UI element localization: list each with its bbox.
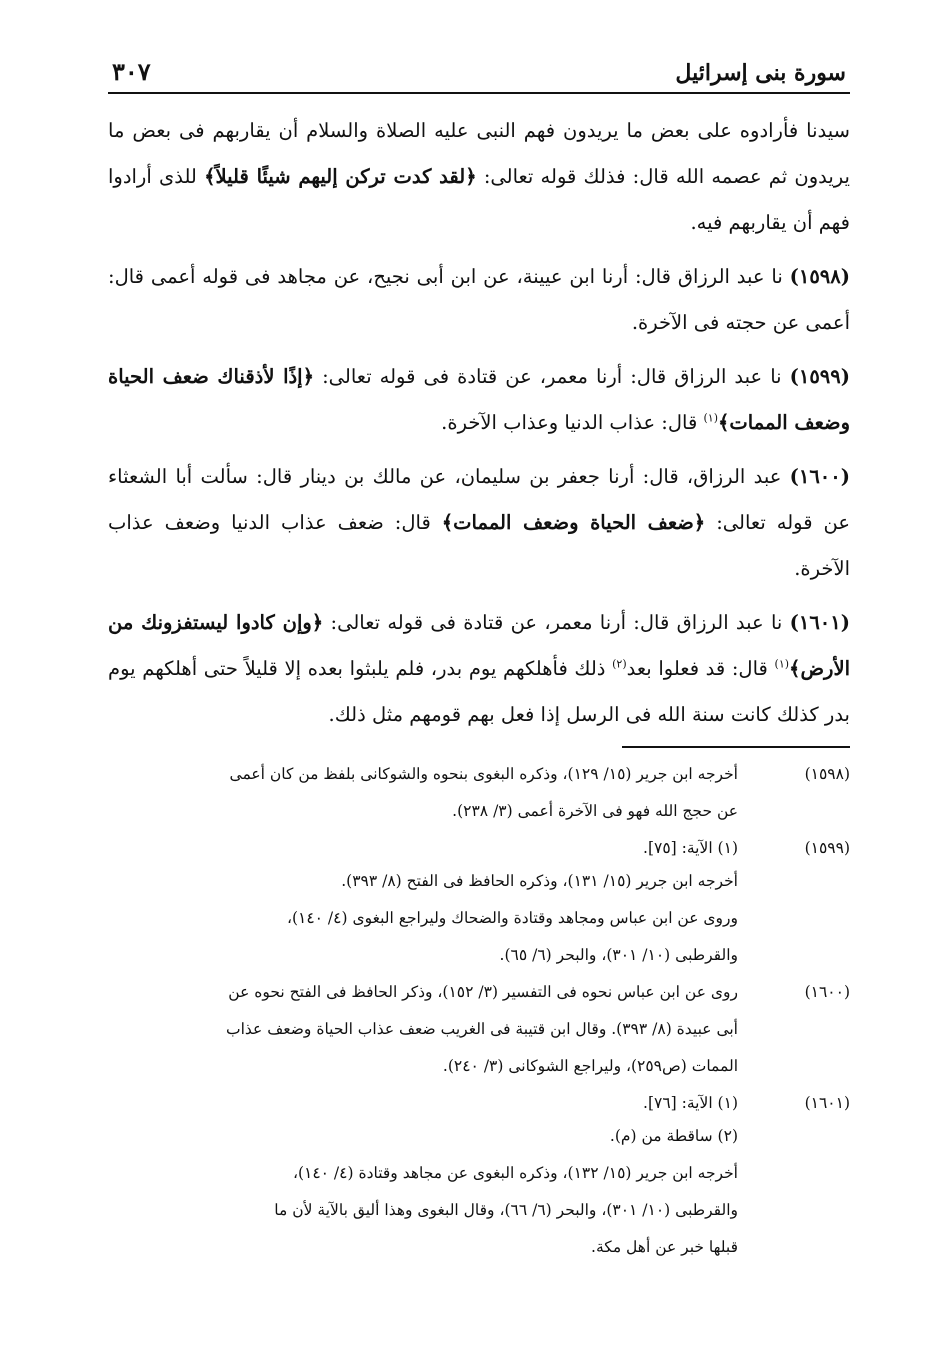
page-header <box>108 52 850 94</box>
quran-quote: ﴿وإن كادوا ليستفزونك من الأرض﴾ <box>108 611 850 680</box>
paragraph-text: نا عبد الرزاق قال: أرنا ابن عيينة، عن ابن أبى نجيح، عن مجاهد فى قوله أعمى قال: أعمى عن حجته فى الآخرة. <box>108 265 850 334</box>
footnote-line: وروى عن ابن عباس ومجاهد وقتادة والضحاك وليراجع البغوى (٤/ ١٤٠)، <box>286 909 738 927</box>
page-number: ٣٠٧ <box>112 57 151 86</box>
book-page <box>108 52 850 1268</box>
paragraph-tail: للذى أرادوا فهم أن يقاربهم فيه. <box>108 165 850 234</box>
paragraph-1600 <box>108 454 850 592</box>
footnote-line: والقرطبى (١٠/ ٣٠١)، والبحر (٦/ ٦٥). <box>499 946 738 964</box>
footnote-ref[interactable]: (٢) <box>612 657 627 671</box>
hadith-number: (١٥٩٨) <box>789 265 850 288</box>
footnote-line: أخرجه ابن جرير (١٥/ ١٢٩)، وذكره البغوى بنحوه والشوكانى بلفظ من كان أعمى <box>229 765 738 783</box>
footnote-ref[interactable]: (١) <box>703 411 718 425</box>
footnote-1599 <box>108 832 850 865</box>
footnote-divider <box>622 746 850 748</box>
hadith-number: (١٦٠٠) <box>789 465 850 488</box>
footnote-line: عن حجج الله فهو فى الآخرة أعمى (٣/ ٢٣٨). <box>452 802 738 820</box>
paragraph-1598 <box>108 254 850 346</box>
footnote-1598 <box>108 758 850 832</box>
footnote-line: أخرجه ابن جرير (١٥/ ١٣٢)، وذكره البغوى عن مجاهد وقتادة (٤/ ١٤٠)، <box>292 1164 738 1182</box>
paragraph-text: عبد الرزاق، قال: أرنا جعفر بن سليمان، عن مالك بن دينار قال: سألت أبا الشعثاء عن قوله تعالى: <box>108 465 850 534</box>
footnote-label: (١٦٠١) <box>804 1094 850 1112</box>
paragraph-intro <box>108 108 850 246</box>
footnote-line: والقرطبى (١٠/ ٣٠١)، والبحر (٦/ ٦٦)، وقال البغوى وهذا أليق بالآية لأن ما <box>274 1201 738 1219</box>
paragraph-text: سيدنا فأرادوه على بعض ما يريدون فهم النبى عليه الصلاة والسلام أن يقاربهم فى بعض ما يريدون ثم عصمه الله قال: فذلك قوله تعالى: <box>108 119 850 188</box>
paragraph-mid: قال: قد فعلوا بعد <box>626 657 775 680</box>
paragraph-1599 <box>108 354 850 446</box>
footnote-ref[interactable]: (١) <box>774 657 790 671</box>
footnotes <box>108 758 850 1264</box>
running-title: سورة بنى إسرائيل <box>675 60 846 86</box>
footnote-line: روى عن ابن عباس نحوه فى التفسير (٣/ ١٥٢)، وذكر الحافظ فى الفتح نحوه عن <box>228 983 738 1001</box>
footnote-variant-note: (٢) ساقطة من (م). <box>609 1127 738 1145</box>
footnote-verse-ref: (١) الآية: [٧٥]. <box>643 839 738 857</box>
footnote-line: أخرجه ابن جرير (١٥/ ١٣١)، وذكره الحافظ فى الفتح (٨/ ٣٩٣). <box>341 872 738 890</box>
footnote-label: (١٥٩٨) <box>804 765 850 783</box>
quran-quote: ﴿لقد كدت تركن إليهم شيئًا قليلاً﴾ <box>204 165 477 188</box>
footnote-1600 <box>108 976 850 1087</box>
paragraph-text: نا عبد الرزاق قال: أرنا معمر، عن قتادة فى قوله تعالى: <box>323 611 790 634</box>
footnote-1599-body <box>108 865 850 972</box>
quran-quote: ﴿ضعف الحياة وضعف الممات﴾ <box>441 511 706 534</box>
quran-quote: ﴿إذًا لأذقناك ضعف الحياة وضعف الممات﴾ <box>108 365 850 434</box>
footnote-verse-ref: (١) الآية: [٧٦]. <box>643 1094 738 1112</box>
footnote-line: أبى عبيدة (٨/ ٣٩٣). وقال ابن قتيبة فى الغريب ضعف عذاب الحياة وضعف عذاب <box>226 1020 738 1038</box>
hadith-number: (١٦٠١) <box>789 611 850 634</box>
footnote-label: (١٥٩٩) <box>804 839 850 857</box>
paragraph-text: نا عبد الرزاق قال: أرنا معمر، عن قتادة فى قوله تعالى: <box>314 365 790 388</box>
footnote-label: (١٦٠٠) <box>804 983 850 1001</box>
hadith-number: (١٥٩٩) <box>789 365 850 388</box>
main-text <box>108 108 850 738</box>
footnote-1601-body <box>108 1120 850 1264</box>
paragraph-1601 <box>108 600 850 738</box>
paragraph-tail: ذلك فأهلكهم يوم بدر، فلم يلبثوا بعده إلا قليلاً حتى أهلكهم يوم بدر كذلك كانت سنة الله فى الرسل إذا فعل بهم قومهم مثل ذلك. <box>108 657 850 726</box>
footnote-line: الممات (ص٢٥٩)، وليراجع الشوكانى (٣/ ٢٤٠). <box>442 1057 738 1075</box>
paragraph-tail: قال: عذاب الدنيا وعذاب الآخرة. <box>441 411 704 434</box>
footnote-1601 <box>108 1087 850 1120</box>
paragraph-tail: قال: ضعف عذاب الدنيا وضعف عذاب الآخرة. <box>108 511 850 580</box>
footnote-line: قبلها خبر عن أهل مكة. <box>591 1238 738 1256</box>
